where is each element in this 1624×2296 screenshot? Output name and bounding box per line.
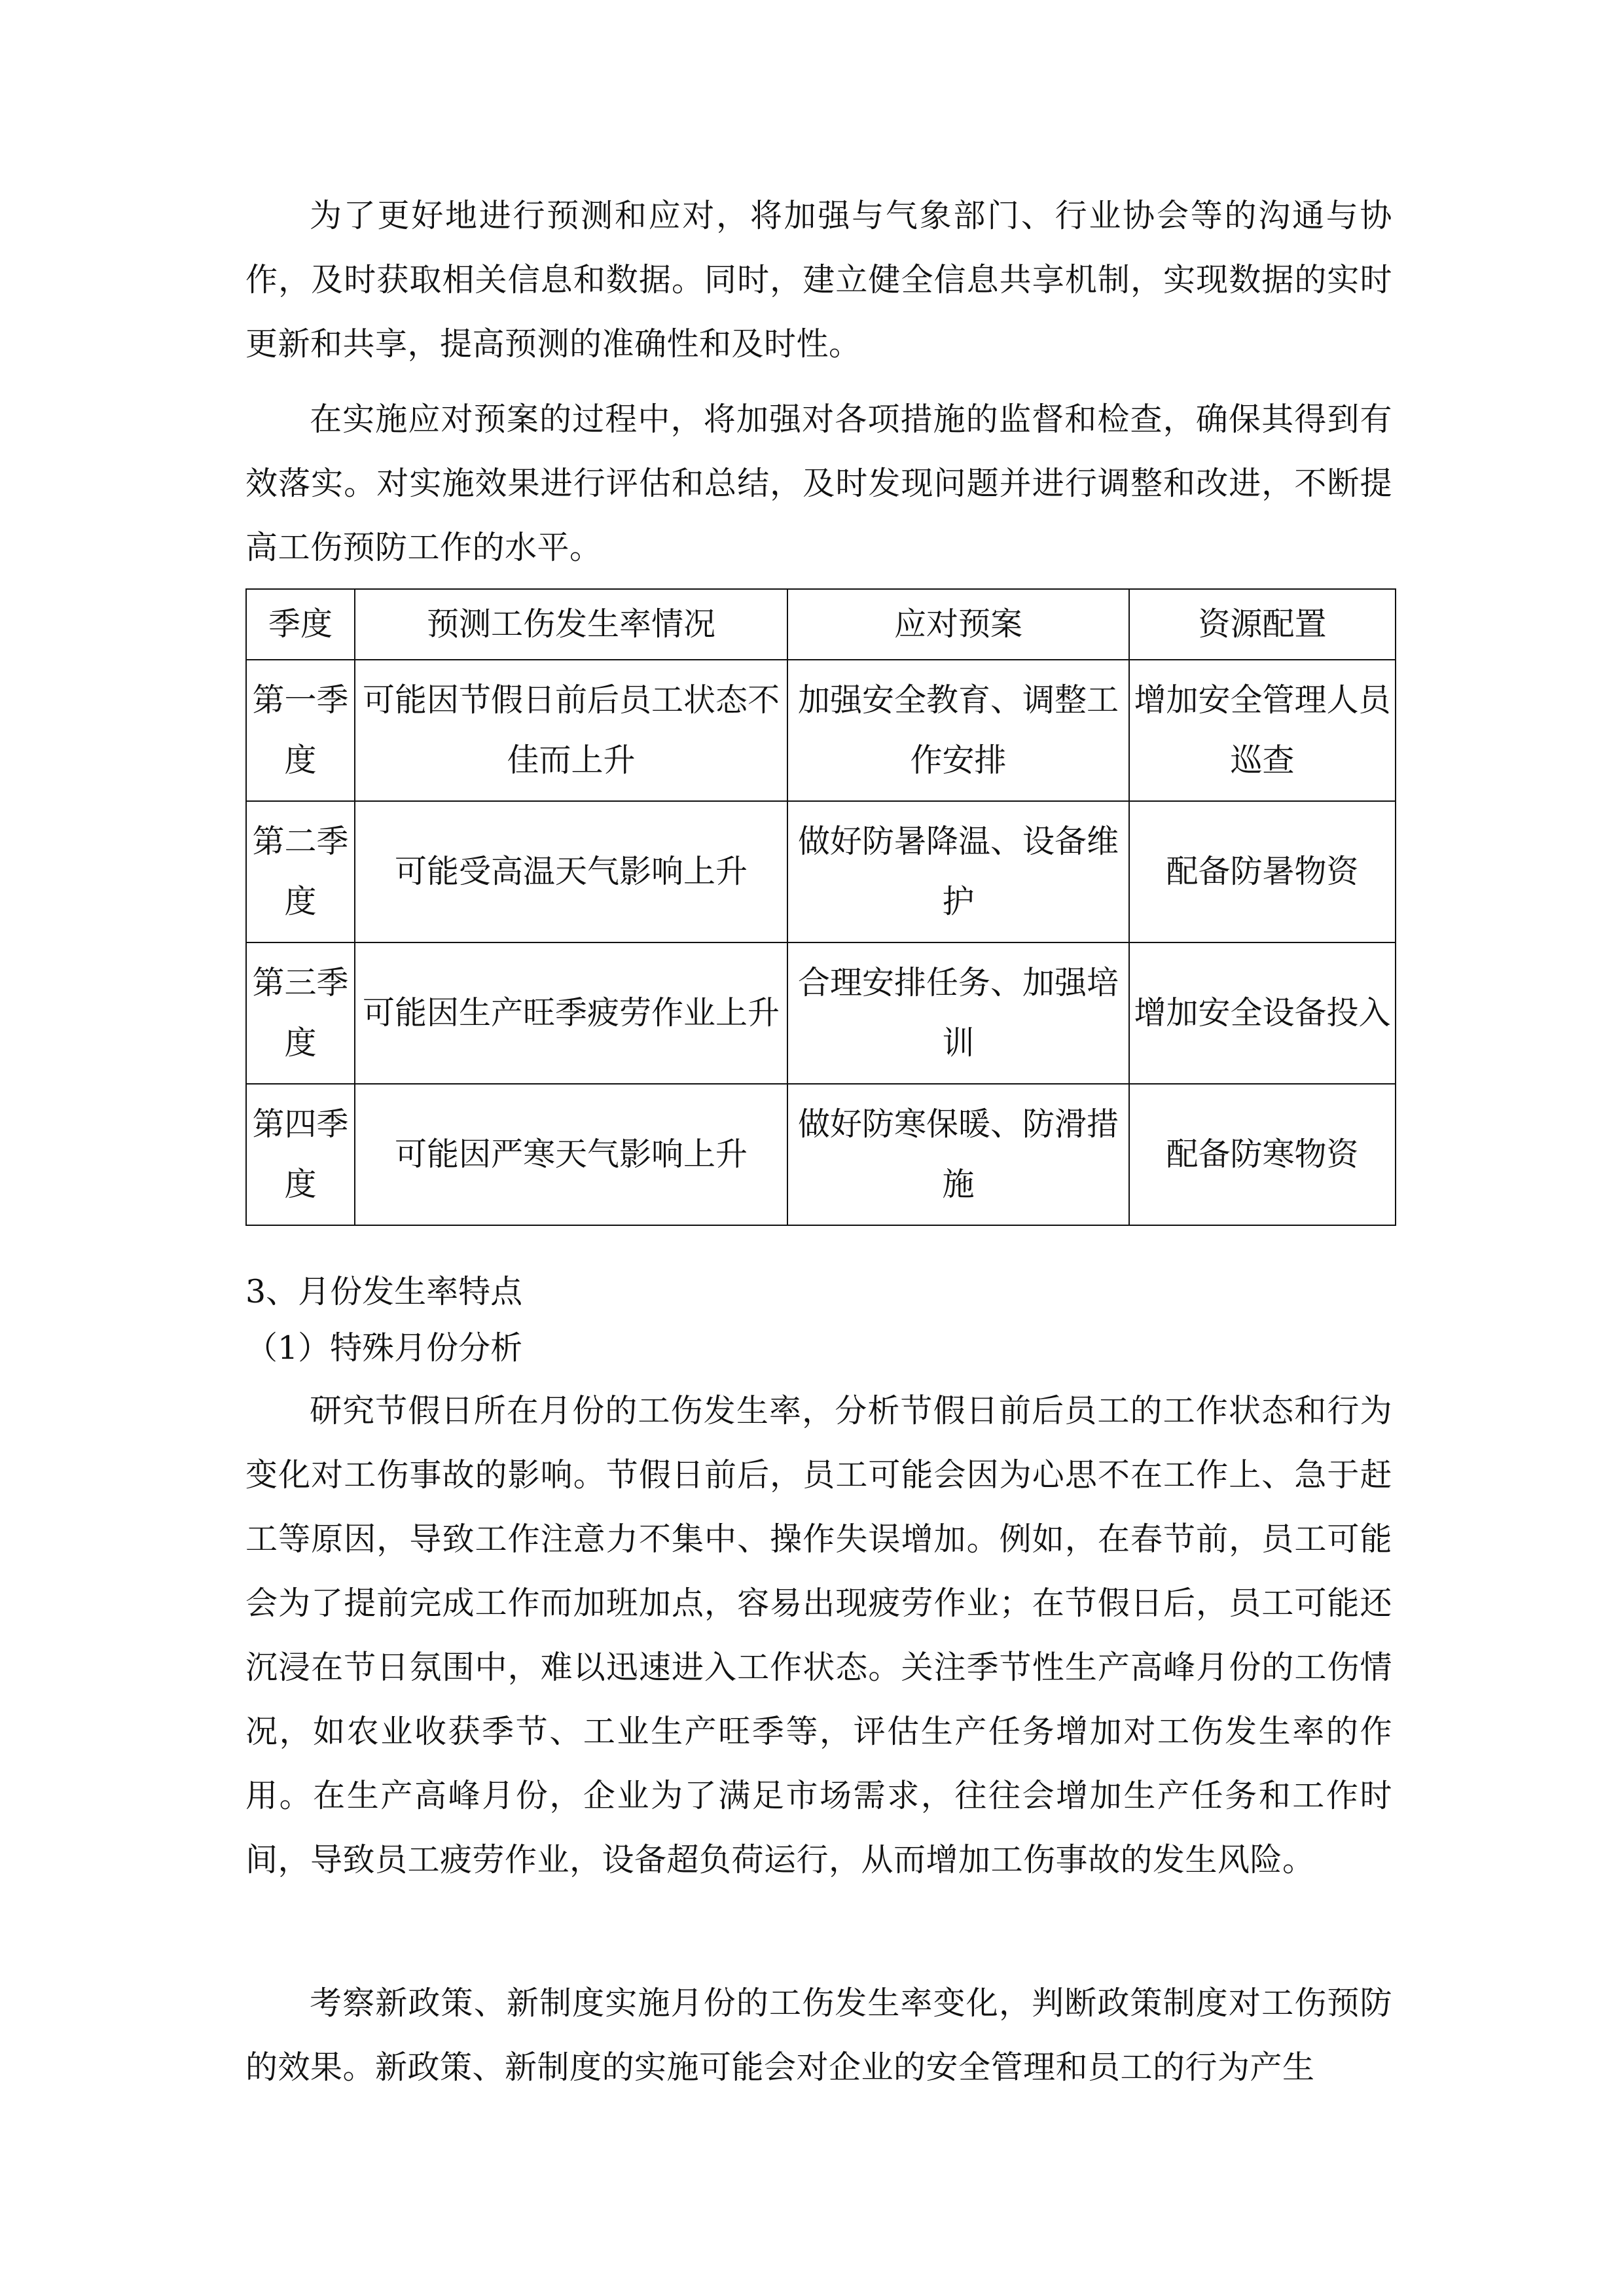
cell-resource: 增加安全设备投入 [1129, 942, 1396, 1084]
cell-prediction: 可能受高温天气影响上升 [355, 801, 787, 942]
cell-plan: 做好防暑降温、设备维护 [787, 801, 1129, 942]
cell-plan: 合理安排任务、加强培训 [787, 942, 1129, 1084]
header-prediction: 预测工伤发生率情况 [355, 589, 787, 660]
paragraph-policy-analysis: 考察新政策、新制度实施月份的工伤发生率变化，判断政策制度对工伤预防的效果。新政策、新制度的实施可能会对企业的安全管理和员工的行为产生 [245, 1984, 1392, 2086]
cell-quarter: 第四季度 [246, 1084, 355, 1225]
cell-prediction: 可能因节假日前后员工状态不佳而上升 [355, 660, 787, 801]
paragraph-forecast-cooperation: 为了更好地进行预测和应对，将加强与气象部门、行业协会等的沟通与协作，及时获取相关信息和数据。同时，建立健全信息共享机制，实现数据的实时更新和共享，提高预测的准确性和及时性。 [245, 197, 1392, 363]
table-row [246, 801, 1396, 942]
paragraph-plan-implementation: 在实施应对预案的过程中，将加强对各项措施的监督和检查，确保其得到有效落实。对实施效果进行评估和总结，及时发现问题并进行调整和改进，不断提高工伤预防工作的水平。 [245, 401, 1392, 566]
cell-prediction: 可能因严寒天气影响上升 [355, 1084, 787, 1225]
cell-plan: 加强安全教育、调整工作安排 [787, 660, 1129, 801]
cell-resource: 配备防寒物资 [1129, 1084, 1396, 1225]
section-heading-monthly-characteristics: 3、月份发生率特点 [245, 1273, 523, 1310]
header-quarter: 季度 [246, 589, 355, 660]
cell-resource: 配备防暑物资 [1129, 801, 1396, 942]
table-row [246, 660, 1396, 801]
header-plan: 应对预案 [787, 589, 1129, 660]
cell-plan: 做好防寒保暖、防滑措施 [787, 1084, 1129, 1225]
table-header-row [246, 589, 1396, 660]
subsection-heading-special-months: （1）特殊月份分析 [245, 1329, 523, 1367]
quarterly-forecast-table [245, 588, 1396, 1226]
table-row [246, 942, 1396, 1084]
cell-quarter: 第三季度 [246, 942, 355, 1084]
cell-prediction: 可能因生产旺季疲劳作业上升 [355, 942, 787, 1084]
paragraph-holiday-analysis: 研究节假日所在月份的工伤发生率，分析节假日前后员工的工作状态和行为变化对工伤事故的影响。节假日前后，员工可能会因为心思不在工作上、急于赶工等原因，导致工作注意力不集中、操作失误增加。例如，在春节前，员工可能会为了提前完成工作而加班加点，容易出现疲劳作业；在节假日后，员工可能还沉浸在节日氛围中，难以迅速进入工作状态。关注季节性生产高峰月份的工伤情况，如农业收获季节、工业生产旺季等，评估生产任务增加对工伤发生率的作用。在生产高峰月份，企业为了满足市场需求，往往会增加生产任务和工作时间，导致员工疲劳作业，设备超负荷运行，从而增加工伤事故的发生风险。 [245, 1392, 1392, 1878]
header-resource: 资源配置 [1129, 589, 1396, 660]
table-row [246, 1084, 1396, 1225]
cell-quarter: 第一季度 [246, 660, 355, 801]
cell-resource: 增加安全管理人员巡查 [1129, 660, 1396, 801]
cell-quarter: 第二季度 [246, 801, 355, 942]
